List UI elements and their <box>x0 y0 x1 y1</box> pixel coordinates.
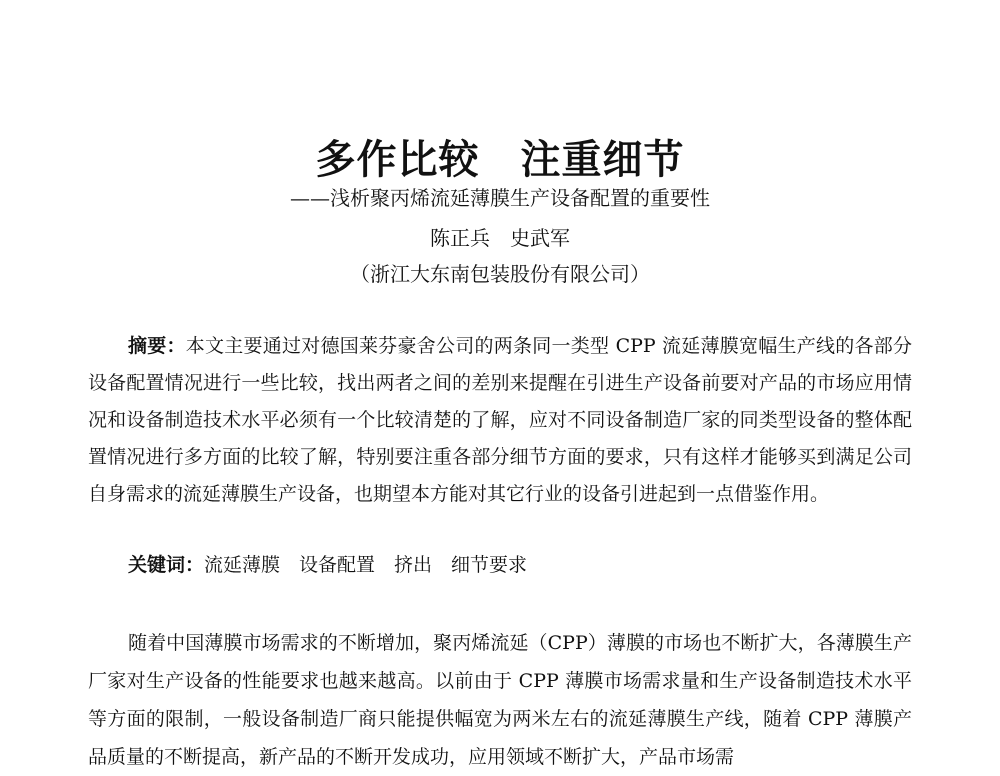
affiliation: （浙江大东南包装股份有限公司） <box>350 262 650 286</box>
authors: 陈正兵 史武军 <box>430 226 570 250</box>
keywords-label: 关键词： <box>128 554 205 576</box>
page-title: 多作比较 注重细节 <box>315 137 685 183</box>
abstract-paragraph <box>88 328 912 513</box>
keywords-line <box>128 550 527 577</box>
keywords-text: 流延薄膜 设备配置 挤出 细节要求 <box>204 554 528 576</box>
abstract-text: 本文主要通过对德国莱芬豪舍公司的两条同一类型 CPP 流延薄膜宽幅生产线的各部分设备配置情况进行一些比较，找出两者之间的差别来提醒在引进生产设备前要对产品的市场应用情况和设备制造技术水平必须有一个比较清楚的了解，应对不同设备制造厂家的同类型设备的整体配置情况进行多方面的比较了解，特别要注重各部分细节方面的要求，只有这样才能够买到满足公司自身需求的流延薄膜生产设备，也期望本方能对其它行业的设备引进起到一点借鉴作用。 <box>88 335 912 505</box>
body-paragraph: 随着中国薄膜市场需求的不断增加，聚丙烯流延（CPP）薄膜的市场也不断扩大，各薄膜生产厂家对生产设备的性能要求也越来越高。以前由于 CPP 薄膜市场需求量和生产设备制造技术水平等方面的限制，一般设备制造厂商只能提供幅宽为两米左右的流延薄膜生产线，随着 CPP 薄膜产品质量的不断提高，新产品的不断开发成功，应用领域不断扩大，产品市场需 <box>88 632 912 768</box>
page-subtitle: ——浅析聚丙烯流延薄膜生产设备配置的重要性 <box>290 186 710 210</box>
abstract-label: 摘要： <box>128 335 186 357</box>
